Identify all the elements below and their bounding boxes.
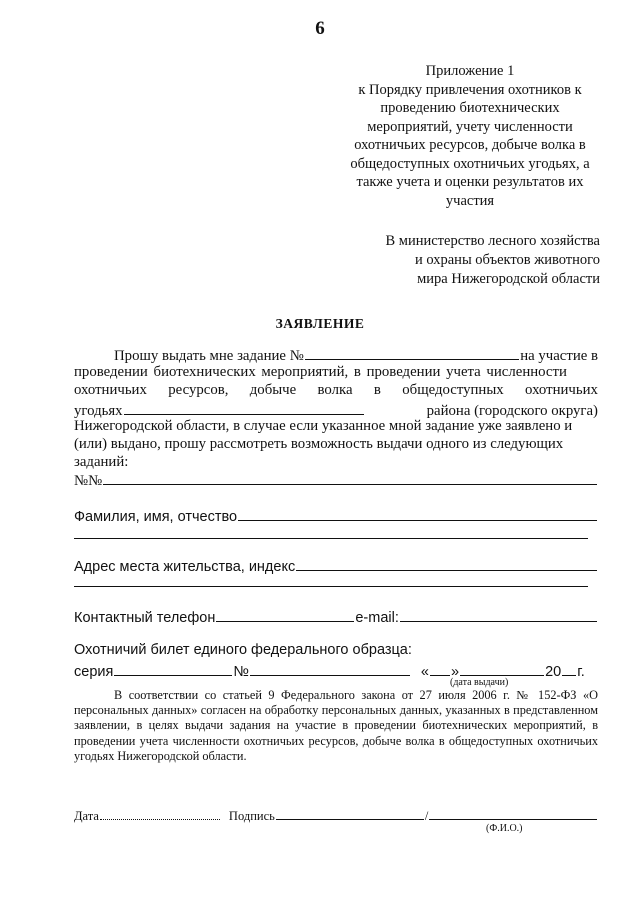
recipient-line: и охраны объектов животного — [414, 252, 600, 268]
body-line-7 — [74, 454, 598, 471]
body-word: общедоступных — [402, 382, 504, 398]
body-text: проведении биотехнических мероприятий, в проведении учета численности — [74, 364, 567, 380]
body-word: волка — [317, 382, 353, 398]
signature-field[interactable] — [276, 808, 424, 820]
body-word: в — [373, 382, 381, 398]
body-word: охотничьих — [525, 382, 598, 398]
body-text: Нижегородской области, в случае если указанное мной задание уже заявлено и — [74, 418, 573, 434]
appendix-line: мероприятий, учету численности — [367, 118, 573, 135]
signature-fio-field[interactable] — [429, 808, 597, 820]
appendix-note — [330, 62, 610, 210]
signature-label: Подпись — [228, 809, 275, 823]
address-continuation-line[interactable] — [74, 586, 588, 587]
year-suffix: г. — [577, 664, 585, 680]
body-line-3 — [74, 382, 598, 399]
body-line-5 — [74, 418, 598, 435]
body-word: ресурсов, — [168, 382, 229, 398]
fio-field[interactable] — [238, 506, 597, 521]
ticket-label: Охотничий билет единого федерального образца: — [74, 642, 412, 658]
body-text: района (городского округа) — [426, 403, 598, 419]
page-number: 6 — [315, 18, 325, 39]
task-number-field[interactable] — [305, 345, 519, 360]
fio-label: Фамилия, имя, отчество — [74, 509, 238, 525]
address-row — [74, 556, 598, 575]
request-text-end: на участие в — [520, 348, 598, 364]
appendix-line: общедоступных охотничьих угодьях, а — [350, 155, 590, 172]
appendix-line: Приложение 1 — [425, 63, 515, 79]
recipient-line: В министерство лесного хозяйства — [385, 233, 600, 249]
body-word: охотничьих — [74, 382, 147, 398]
appendix-line: проведению биотехнических — [380, 100, 560, 116]
body-word: добыче — [249, 382, 297, 398]
alternative-tasks-field[interactable] — [103, 470, 597, 485]
recipient-block — [345, 232, 600, 289]
issue-date-caption: (дата выдачи) — [450, 677, 509, 688]
address-label: Адрес места жительства, индекс — [74, 559, 296, 575]
ticket-title-row — [74, 642, 598, 658]
quote-close: » — [450, 664, 460, 680]
email-label: e-mail: — [355, 610, 399, 626]
series-field[interactable] — [114, 661, 232, 676]
body-text: заданий: — [74, 454, 129, 470]
appendix-line: охотничьих ресурсов, добыче волка в — [354, 137, 586, 153]
contact-row — [74, 607, 598, 626]
appendix-line: участия — [445, 192, 495, 209]
consent-paragraph: В соответствии со статьей 9 Федерального закона от 27 июля 2006 г. № 152-ФЗ «О персональных данных» согласен на обработку персональных данных, указанных в представленном заявлении, в целях выдачи задания на участие в проведении биотехнических мероприятий, в проведении учета численности охотничьих ресурсов, добыче волка в общедоступных охотничьих угодьях Нижегородской области. — [74, 688, 598, 763]
issue-year-field[interactable] — [562, 661, 576, 676]
year-prefix: 20 — [545, 664, 562, 680]
body-text: (или) выдано, прошу рассмотреть возможность выдачи одного из следующих — [74, 436, 564, 452]
issue-day-field[interactable] — [430, 661, 450, 676]
recipient-line: мира Нижегородской области — [417, 271, 600, 287]
date-label: Дата — [74, 809, 99, 823]
document-title: ЗАЯВЛЕНИЕ — [275, 316, 365, 331]
ticket-number-field[interactable] — [250, 661, 410, 676]
body-line-6 — [74, 436, 598, 453]
ticket-number-label: № — [233, 664, 249, 680]
body-line-4 — [74, 400, 598, 420]
address-field[interactable] — [296, 556, 597, 571]
appendix-line: к Порядку привлечения охотников к — [358, 81, 582, 98]
hunting-ground-field[interactable] — [124, 400, 364, 415]
ticket-row — [74, 661, 598, 680]
date-signature-row — [74, 808, 598, 824]
request-text: Прошу выдать мне задание № — [114, 348, 304, 364]
slash-separator: / — [424, 809, 429, 823]
phone-label: Контактный телефон — [74, 610, 216, 626]
quote-open: « — [420, 664, 429, 680]
email-field[interactable] — [400, 607, 597, 622]
phone-field[interactable] — [216, 607, 354, 622]
body-line-8 — [74, 470, 598, 490]
fio-continuation-line[interactable] — [74, 538, 588, 539]
body-line-2 — [74, 364, 598, 381]
date-field[interactable] — [100, 808, 220, 820]
fio-caption: (Ф.И.О.) — [486, 823, 523, 834]
alternative-tasks-label: №№ — [74, 473, 103, 489]
series-label: серия — [74, 664, 114, 680]
fio-row — [74, 506, 598, 525]
body-text: угодьях — [74, 403, 123, 419]
issue-month-field[interactable] — [460, 661, 544, 676]
body-line-1 — [74, 345, 598, 365]
appendix-line: также учета и оценки результатов их — [356, 174, 584, 190]
